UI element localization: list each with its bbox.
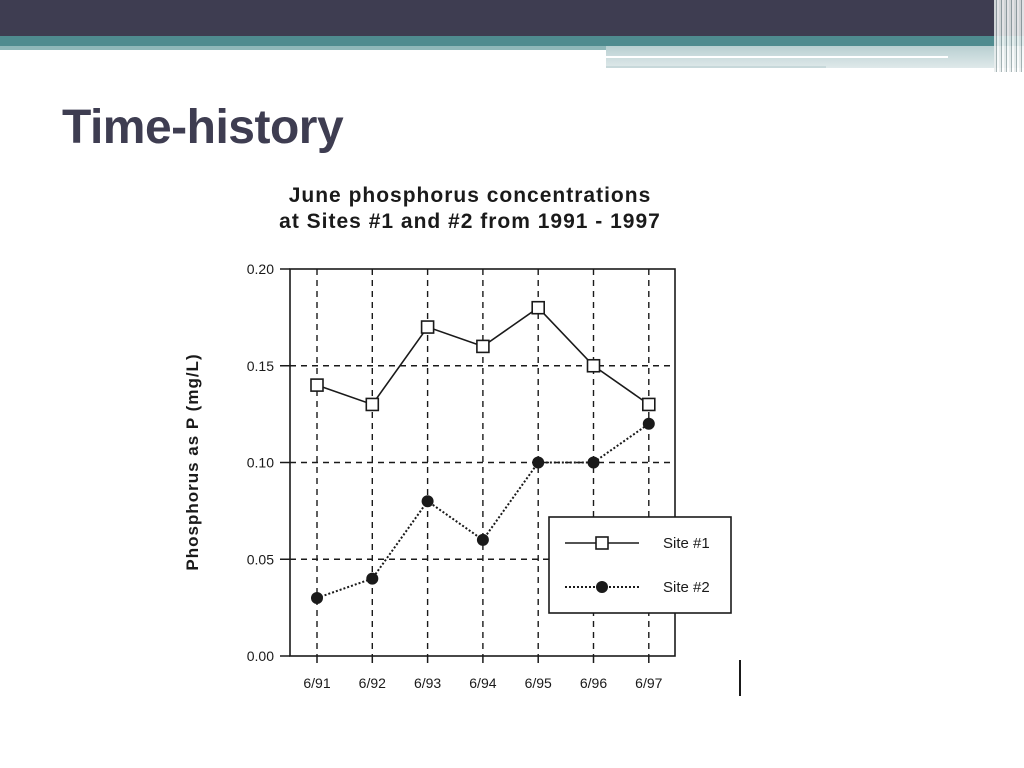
series-line-1 xyxy=(317,308,649,405)
slide-title: Time-history xyxy=(62,101,344,154)
top-dark-bar xyxy=(0,0,1024,36)
legend-marker-site-1 xyxy=(596,537,608,549)
phosphorus-line-chart xyxy=(170,172,770,712)
chart-title: June phosphorus concentrations xyxy=(288,184,652,207)
legend-label-2: Site #2 xyxy=(663,579,710,596)
chart-subtitle: at Sites #1 and #2 from 1991 - 1997 xyxy=(279,210,661,233)
y-axis-label: Phosphorus as P (mg/L) xyxy=(183,353,202,571)
y-tick-label: 0.15 xyxy=(246,357,274,374)
data-point-site-1 xyxy=(532,302,544,314)
data-point-site-2 xyxy=(422,495,434,507)
x-tick-label: 6/91 xyxy=(303,675,331,691)
x-tick-label: 6/92 xyxy=(358,675,386,691)
data-point-site-1 xyxy=(588,360,600,372)
data-point-site-2 xyxy=(532,457,544,469)
legend-box xyxy=(549,517,731,613)
top-teal-bar xyxy=(0,36,1024,46)
legend-marker-site-2 xyxy=(596,581,608,593)
data-point-site-2 xyxy=(643,418,655,430)
y-tick-label: 0.05 xyxy=(246,551,274,568)
y-tick-label: 0.10 xyxy=(246,454,274,471)
data-point-site-1 xyxy=(477,340,489,352)
x-tick-label: 6/93 xyxy=(413,675,442,691)
data-point-site-1 xyxy=(422,321,434,333)
x-tick-label: 6/94 xyxy=(469,675,497,691)
y-tick-label: 0.00 xyxy=(246,648,274,664)
legend-label-1: Site #1 xyxy=(663,535,710,552)
ribbon-lower-line xyxy=(606,66,826,68)
x-tick-label: 6/96 xyxy=(579,675,608,691)
data-point-site-1 xyxy=(643,398,655,410)
x-tick-label: 6/97 xyxy=(635,675,663,691)
data-point-site-2 xyxy=(366,573,378,585)
top-teal-underline xyxy=(0,46,606,50)
corner-stripes xyxy=(994,0,1024,72)
data-point-site-1 xyxy=(366,398,378,410)
vertical-edge-line xyxy=(739,660,741,696)
ribbon-highlight-line xyxy=(606,56,948,58)
data-point-site-2 xyxy=(477,534,489,546)
x-tick-label: 6/95 xyxy=(524,675,552,691)
data-point-site-1 xyxy=(311,379,323,391)
y-tick-label: 0.20 xyxy=(246,261,274,277)
data-point-site-2 xyxy=(311,592,323,604)
data-point-site-2 xyxy=(588,457,600,469)
